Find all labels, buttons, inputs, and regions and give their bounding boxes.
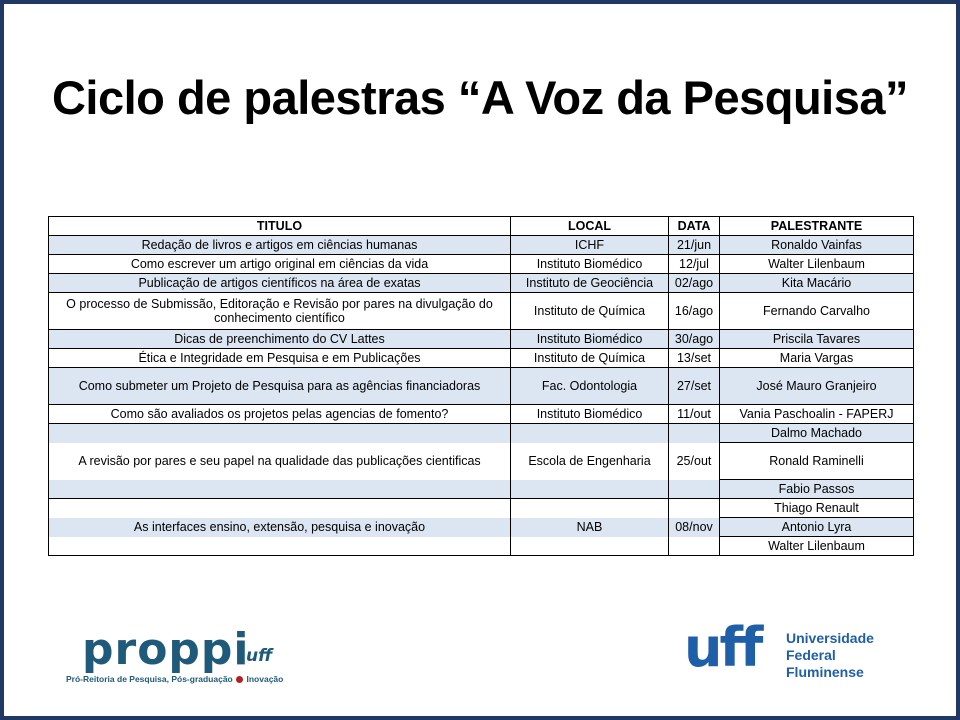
cell-titulo: Como submeter um Projeto de Pesquisa para as agências financiadoras [49, 368, 511, 405]
uff-logo-text: Universidade Federal Fluminense [786, 630, 874, 680]
cell-titulo: Redação de livros e artigos em ciências humanas [49, 236, 511, 255]
table-row [49, 368, 914, 405]
table-row [49, 424, 914, 443]
cell-palestrante: Antonio Lyra [720, 518, 914, 537]
cell-titulo: Como são avaliados os projetos pelas agencias de fomento? [49, 405, 511, 424]
table-row [49, 236, 914, 255]
cell-data: 16/ago [669, 293, 720, 330]
cell-local: ICHF [511, 236, 669, 255]
cell-local: NAB [511, 518, 669, 537]
schedule-table [48, 216, 914, 556]
cell-local: Instituto de Química [511, 293, 669, 330]
cell-titulo: Como escrever um artigo original em ciências da vida [49, 255, 511, 274]
proppi-logo-suffix: uff [246, 646, 273, 666]
table-row [49, 349, 914, 368]
header-palestrante: PALESTRANTE [720, 217, 914, 236]
cell-titulo: As interfaces ensino, extensão, pesquisa e inovação [49, 518, 511, 537]
cell-local: Fac. Odontologia [511, 368, 669, 405]
cell-local: Instituto Biomédico [511, 330, 669, 349]
cell-titulo: Publicação de artigos científicos na área de exatas [49, 274, 511, 293]
cell-titulo: Dicas de preenchimento do CV Lattes [49, 330, 511, 349]
cell-palestrante: Priscila Tavares [720, 330, 914, 349]
header-local: LOCAL [511, 217, 669, 236]
proppi-logo-subtitle: Pró-Reitoria de Pesquisa, Pós-graduação Inovação [66, 674, 284, 684]
cell-palestrante: Ronald Raminelli [720, 443, 914, 480]
table-row [49, 499, 914, 518]
table-row [49, 405, 914, 424]
cell-palestrante: José Mauro Granjeiro [720, 368, 914, 405]
cell-local: Instituto Biomédico [511, 405, 669, 424]
cell-data: 11/out [669, 405, 720, 424]
red-dot-icon [236, 676, 243, 683]
cell-titulo: O processo de Submissão, Editoração e Revisão por pares na divulgação do conhecimento científico [49, 293, 511, 330]
cell-titulo: A revisão por pares e seu papel na qualidade das publicações cientificas [49, 443, 511, 480]
cell-data: 27/set [669, 368, 720, 405]
uff-logo-word: uff [684, 616, 761, 679]
proppi-logo-word: proppi [82, 624, 250, 675]
table-row [49, 537, 914, 556]
header-data: DATA [669, 217, 720, 236]
cell-data: 30/ago [669, 330, 720, 349]
cell-local: Escola de Engenharia [511, 443, 669, 480]
header-titulo: TITULO [49, 217, 511, 236]
cell-palestrante: Thiago Renault [720, 499, 914, 518]
cell-data: 13/set [669, 349, 720, 368]
cell-local: Instituto de Química [511, 349, 669, 368]
table-row [49, 480, 914, 499]
cell-palestrante: Fernando Carvalho [720, 293, 914, 330]
cell-titulo: Ética e Integridade em Pesquisa e em Publicações [49, 349, 511, 368]
proppi-logo [62, 624, 284, 688]
cell-palestrante: Maria Vargas [720, 349, 914, 368]
cell-palestrante: Ronaldo Vainfas [720, 236, 914, 255]
cell-palestrante: Kita Macário [720, 274, 914, 293]
table-row [49, 274, 914, 293]
uff-logo [684, 616, 884, 684]
table-row [49, 443, 914, 480]
cell-palestrante: Dalmo Machado [720, 424, 914, 443]
cell-data: 12/jul [669, 255, 720, 274]
cell-palestrante: Walter Lilenbaum [720, 537, 914, 556]
cell-local: Instituto Biomédico [511, 255, 669, 274]
cell-palestrante: Walter Lilenbaum [720, 255, 914, 274]
table-row [49, 293, 914, 330]
table-header-row [49, 217, 914, 236]
cell-local: Instituto de Geociência [511, 274, 669, 293]
cell-palestrante: Fabio Passos [720, 480, 914, 499]
cell-palestrante: Vania Paschoalin - FAPERJ [720, 405, 914, 424]
cell-data: 21/jun [669, 236, 720, 255]
slide-title: Ciclo de palestras “A Voz da Pesquisa” [51, 71, 908, 124]
cell-data: 08/nov [669, 518, 720, 537]
cell-data: 02/ago [669, 274, 720, 293]
table-row [49, 330, 914, 349]
table-row [49, 255, 914, 274]
table-row [49, 518, 914, 537]
cell-data: 25/out [669, 443, 720, 480]
